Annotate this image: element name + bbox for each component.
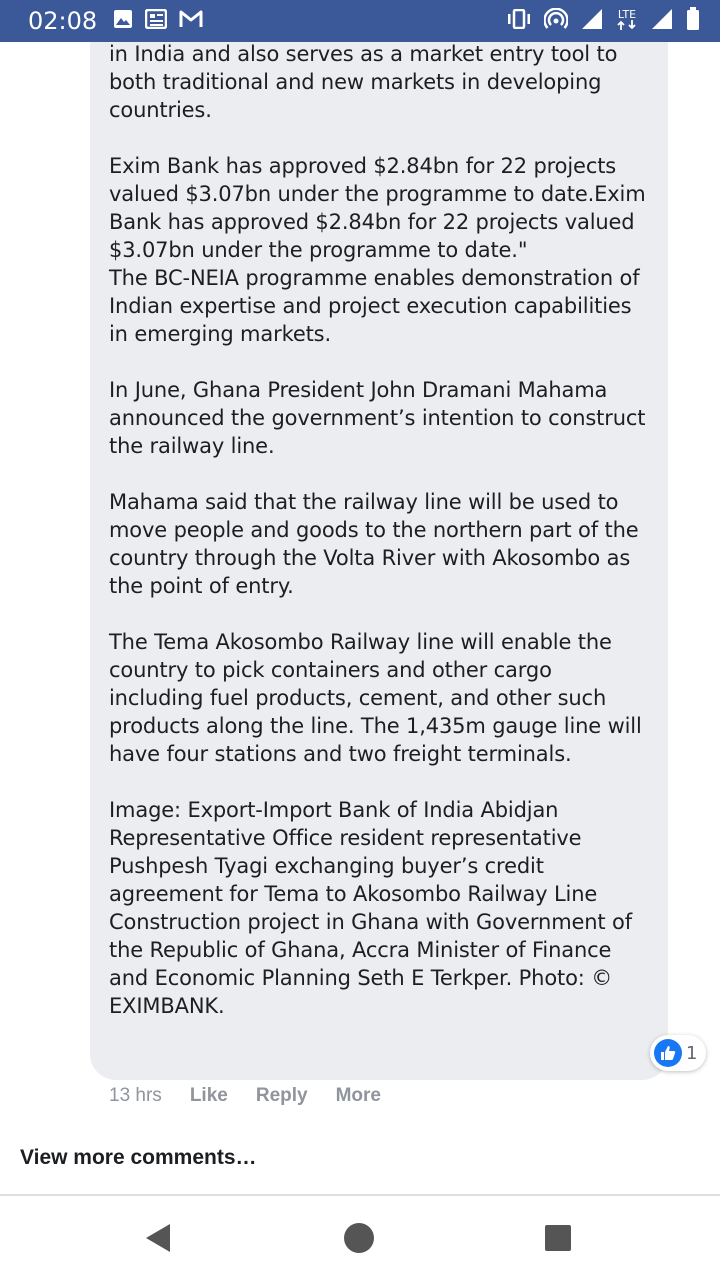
comment-paragraph: Image: Export-Import Bank of India Abidjan Representative Office resident representative Pushpesh Tyagi exchanging buyer’s credit agreement for Tema to Akosombo Railway Line Construction project in Ghana with Government of the Republic of Ghana, Accra Minister of Finance and Economic Planning Seth E Terkper. Photo: © EXIMBANK. [109,798,639,1018]
image-icon [113,9,133,34]
comment-thread [0,42,720,1194]
comment-bubble [90,42,668,1080]
news-icon [145,9,167,34]
like-icon [654,1039,682,1067]
hotspot-icon [544,8,568,35]
comment-text [109,42,652,1020]
like-button[interactable]: Like [189,1085,228,1106]
vibrate-icon [506,9,532,34]
comment-paragraph: The Tema Akosombo Railway line will enable the country to pick containers and other cargo including fuel products, cement, and other such products along the line. The 1,435m gauge line will have four stations and two freight terminals. [109,630,649,766]
more-button[interactable]: More [335,1085,381,1106]
lte-label: LTE [617,8,637,21]
status-time: 02:08 [28,7,98,35]
comment-paragraph: Mahama said that the railway line will be used to move people and goods to the northern part of the country through the Volta River with Akosombo as the point of entry. [109,490,646,598]
comment-actions [109,1085,409,1107]
back-triangle-icon[interactable] [142,1222,174,1254]
reaction-summary[interactable] [650,1035,706,1071]
comment-timestamp[interactable]: 13 hrs [109,1085,162,1106]
status-bar [0,0,720,42]
view-more-comments-link[interactable]: View more comments… [20,1146,257,1169]
comment-paragraph: in India and also serves as a market entry tool to both traditional and new markets in developing countries. [109,42,618,122]
signal-icon [580,8,604,35]
signal-icon [650,8,674,35]
comment-paragraph: In June, Ghana President John Dramani Mahama announced the government’s intention to construct the railway line. [109,378,652,458]
reaction-count: 1 [686,1042,698,1064]
reply-button[interactable]: Reply [255,1085,308,1106]
comment-paragraph: Exim Bank has approved $2.84bn for 22 projects valued $3.07bn under the programme to date.Exim Bank has approved $2.84bn for 22 projects valued $3.07bn under the programme to date." The BC-NEIA programme enables demonstration of Indian expertise and project execution capabilities in emerging markets. [109,154,646,346]
home-circle-icon[interactable] [343,1222,375,1254]
recents-square-icon[interactable] [542,1222,574,1254]
lte-icon [616,10,638,32]
gmail-icon [179,9,203,34]
navigation-bar [0,1196,720,1280]
battery-icon [686,7,700,36]
